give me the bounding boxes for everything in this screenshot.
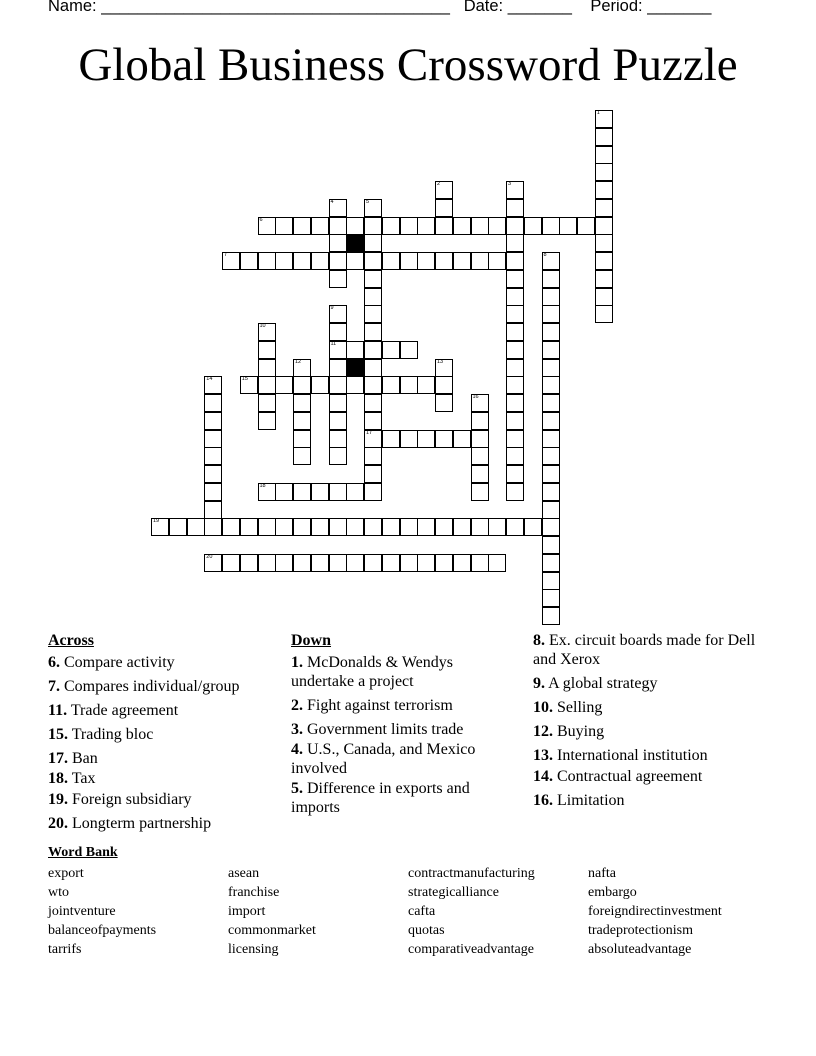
crossword-cell[interactable] xyxy=(329,217,347,235)
crossword-cell[interactable] xyxy=(329,234,347,252)
crossword-cell[interactable] xyxy=(453,252,471,270)
crossword-cell[interactable] xyxy=(542,376,560,394)
crossword-cell[interactable] xyxy=(506,465,524,483)
crossword-cell[interactable] xyxy=(311,483,329,501)
crossword-cell[interactable] xyxy=(151,518,169,536)
crossword-cell[interactable] xyxy=(524,518,542,536)
crossword-cell[interactable] xyxy=(293,483,311,501)
crossword-cell[interactable] xyxy=(204,465,222,483)
crossword-cell[interactable] xyxy=(506,359,524,377)
crossword-cell[interactable] xyxy=(542,252,560,270)
name-label: Name: xyxy=(48,0,97,15)
crossword-cell[interactable] xyxy=(293,430,311,448)
crossword-cell[interactable] xyxy=(258,341,276,359)
crossword-cell[interactable] xyxy=(595,163,613,181)
crossword-cell[interactable] xyxy=(506,288,524,306)
crossword-cell[interactable] xyxy=(435,181,453,199)
crossword-cell[interactable] xyxy=(453,554,471,572)
crossword-cell[interactable] xyxy=(471,430,489,448)
crossword-cell[interactable] xyxy=(258,412,276,430)
crossword-cell[interactable] xyxy=(559,217,577,235)
cell-number: 10 xyxy=(259,323,266,329)
crossword-cell[interactable] xyxy=(400,252,418,270)
crossword-cell[interactable] xyxy=(506,430,524,448)
crossword-cell[interactable] xyxy=(542,447,560,465)
crossword-cell[interactable] xyxy=(329,394,347,412)
crossword-cell[interactable] xyxy=(506,199,524,217)
crossword-cell[interactable] xyxy=(506,217,524,235)
cell-number: 19 xyxy=(153,518,160,525)
clue-across-6: 6. Compare activity xyxy=(48,654,175,671)
crossword-cell[interactable] xyxy=(240,554,258,572)
crossword-cell[interactable] xyxy=(400,554,418,572)
crossword-cell[interactable] xyxy=(258,359,276,377)
crossword-cell[interactable] xyxy=(275,376,293,394)
crossword-cell[interactable] xyxy=(329,376,347,394)
crossword-cell[interactable] xyxy=(506,518,524,536)
clue-down-2: 2. Fight against terrorism xyxy=(291,697,453,714)
black-square xyxy=(346,359,364,377)
crossword-cell[interactable] xyxy=(275,518,293,536)
crossword-cell[interactable] xyxy=(275,554,293,572)
crossword-cell[interactable] xyxy=(364,394,382,412)
across-clues xyxy=(48,631,278,838)
crossword-cell[interactable] xyxy=(364,341,382,359)
date-label: Date: xyxy=(463,0,504,15)
word-bank-col-1 xyxy=(48,864,156,959)
crossword-cell[interactable] xyxy=(453,518,471,536)
clue-down-9: 9. A global strategy xyxy=(533,675,658,692)
crossword-cell[interactable] xyxy=(435,430,453,448)
black-square xyxy=(346,234,364,252)
crossword-cell[interactable] xyxy=(577,217,595,235)
cell-number: 1 xyxy=(596,110,600,116)
crossword-cell[interactable] xyxy=(329,359,347,377)
word-bank-item: tarrifs xyxy=(48,942,82,957)
word-bank-item: jointventure xyxy=(48,904,116,919)
crossword-cell[interactable] xyxy=(595,305,613,323)
crossword-cell[interactable] xyxy=(417,554,435,572)
cell-number: 7 xyxy=(224,252,228,258)
crossword-cell[interactable] xyxy=(595,110,613,128)
clue-across-18: 18. Tax xyxy=(48,770,96,787)
cell-number: 4 xyxy=(330,198,334,205)
crossword-cell[interactable] xyxy=(382,518,400,536)
clue-down-16: 16. Limitation xyxy=(533,792,625,809)
crossword-cell[interactable] xyxy=(329,341,347,359)
date-blank[interactable]: _______ xyxy=(507,0,572,15)
crossword-cell[interactable] xyxy=(258,217,276,235)
cell-number: 5 xyxy=(366,198,370,205)
word-bank-item: cafta xyxy=(408,904,436,919)
crossword-cell[interactable] xyxy=(542,465,560,483)
crossword-cell[interactable] xyxy=(346,252,364,270)
cell-number: 14 xyxy=(206,376,213,383)
crossword-cell[interactable] xyxy=(258,323,276,341)
crossword-cell[interactable] xyxy=(542,217,560,235)
crossword-cell[interactable] xyxy=(293,554,311,572)
crossword-cell[interactable] xyxy=(417,518,435,536)
crossword-cell[interactable] xyxy=(258,518,276,536)
crossword-cell[interactable] xyxy=(240,252,258,270)
crossword-cell[interactable] xyxy=(435,518,453,536)
crossword-cell[interactable] xyxy=(488,217,506,235)
crossword-cell[interactable] xyxy=(204,412,222,430)
crossword-cell[interactable] xyxy=(382,217,400,235)
crossword-cell[interactable] xyxy=(222,554,240,572)
crossword-cell[interactable] xyxy=(417,430,435,448)
crossword-cell[interactable] xyxy=(240,376,258,394)
down-clues xyxy=(291,631,506,822)
crossword-cell[interactable] xyxy=(400,376,418,394)
crossword-cell[interactable] xyxy=(542,572,560,590)
word-bank-item: commonmarket xyxy=(228,923,316,938)
crossword-cell[interactable] xyxy=(364,447,382,465)
crossword-cell[interactable] xyxy=(542,430,560,448)
word-bank-item: strategicalliance xyxy=(408,885,499,900)
crossword-cell[interactable] xyxy=(506,447,524,465)
crossword-cell[interactable] xyxy=(382,430,400,448)
down-clues-continued xyxy=(533,631,773,815)
crossword-cell[interactable] xyxy=(364,412,382,430)
word-bank-item: balanceofpayments xyxy=(48,923,157,938)
crossword-cell[interactable] xyxy=(240,518,258,536)
crossword-cell[interactable] xyxy=(471,554,489,572)
cell-number: 11 xyxy=(330,340,337,347)
crossword-cell[interactable] xyxy=(471,252,489,270)
crossword-cell[interactable] xyxy=(400,430,418,448)
crossword-cell[interactable] xyxy=(275,252,293,270)
crossword-cell[interactable] xyxy=(595,199,613,217)
period-blank[interactable]: _______ xyxy=(647,0,712,15)
word-bank-col-4 xyxy=(588,864,722,959)
crossword-cell[interactable] xyxy=(275,483,293,501)
crossword-cell[interactable] xyxy=(382,554,400,572)
crossword-cell[interactable] xyxy=(506,394,524,412)
crossword-cell[interactable] xyxy=(542,394,560,412)
clue-across-17: 17. Ban xyxy=(48,750,98,767)
crossword-cell[interactable] xyxy=(471,465,489,483)
crossword-cell[interactable] xyxy=(471,447,489,465)
clue-down-3: 3. Government limits trade xyxy=(291,721,464,738)
crossword-cell[interactable] xyxy=(595,288,613,306)
crossword-cell[interactable] xyxy=(364,199,382,217)
crossword-cell[interactable] xyxy=(435,252,453,270)
crossword-cell[interactable] xyxy=(293,359,311,377)
clue-down-10: 10. Selling xyxy=(533,699,603,716)
crossword-cell[interactable] xyxy=(364,305,382,323)
cell-number: 9 xyxy=(330,305,334,312)
crossword-cell[interactable] xyxy=(400,217,418,235)
cell-number: 18 xyxy=(259,482,266,489)
crossword-cell[interactable] xyxy=(364,430,382,448)
clue-across-19: 19. Foreign subsidiary xyxy=(48,791,192,808)
crossword-cell[interactable] xyxy=(488,252,506,270)
cell-number: 8 xyxy=(543,252,547,258)
crossword-cell[interactable] xyxy=(595,270,613,288)
crossword-cell[interactable] xyxy=(435,199,453,217)
crossword-cell[interactable] xyxy=(435,554,453,572)
crossword-cell[interactable] xyxy=(488,554,506,572)
crossword-cell[interactable] xyxy=(346,376,364,394)
crossword-cell[interactable] xyxy=(542,305,560,323)
cell-number: 6 xyxy=(259,216,263,223)
clue-down-13: 13. International institution xyxy=(533,747,708,764)
crossword-cell[interactable] xyxy=(364,217,382,235)
word-bank-item: licensing xyxy=(228,942,279,957)
crossword-cell[interactable] xyxy=(595,252,613,270)
crossword-cell[interactable] xyxy=(453,217,471,235)
word-bank-item: quotas xyxy=(408,923,445,938)
crossword-cell[interactable] xyxy=(400,518,418,536)
crossword-cell[interactable] xyxy=(346,341,364,359)
crossword-cell[interactable] xyxy=(346,554,364,572)
down-heading: Down xyxy=(291,632,332,649)
crossword-cell[interactable] xyxy=(258,394,276,412)
crossword-cell[interactable] xyxy=(471,412,489,430)
page-title: Global Business Crossword Puzzle xyxy=(78,39,738,91)
crossword-cell[interactable] xyxy=(364,554,382,572)
crossword-cell[interactable] xyxy=(293,376,311,394)
crossword-cell[interactable] xyxy=(329,270,347,288)
crossword-cell[interactable] xyxy=(595,181,613,199)
crossword-cell[interactable] xyxy=(204,501,222,519)
crossword-cell[interactable] xyxy=(311,217,329,235)
word-bank-item: foreigndirectinvestment xyxy=(588,904,722,919)
crossword-cell[interactable] xyxy=(187,518,205,536)
crossword-cell[interactable] xyxy=(204,430,222,448)
crossword-cell[interactable] xyxy=(471,394,489,412)
word-bank-item: franchise xyxy=(228,885,280,900)
crossword-cell[interactable] xyxy=(595,217,613,235)
crossword-cell[interactable] xyxy=(435,217,453,235)
crossword-cell[interactable] xyxy=(506,234,524,252)
crossword-cell[interactable] xyxy=(595,234,613,252)
word-bank-col-2 xyxy=(228,864,316,959)
crossword-cell[interactable] xyxy=(329,412,347,430)
crossword-cell[interactable] xyxy=(506,270,524,288)
crossword-cell[interactable] xyxy=(346,217,364,235)
crossword-cell[interactable] xyxy=(417,252,435,270)
crossword-cell[interactable] xyxy=(506,376,524,394)
clue-down-4: 4. U.S., Canada, and Mexico involved xyxy=(291,741,476,777)
crossword-cell[interactable] xyxy=(542,288,560,306)
crossword-cell[interactable] xyxy=(329,199,347,217)
word-bank-item: contractmanufacturing xyxy=(408,866,535,881)
crossword-cell[interactable] xyxy=(204,554,222,572)
crossword-cell[interactable] xyxy=(595,146,613,164)
crossword-cell[interactable] xyxy=(204,394,222,412)
crossword-cell[interactable] xyxy=(293,412,311,430)
crossword-cell[interactable] xyxy=(204,483,222,501)
crossword-cell[interactable] xyxy=(506,483,524,501)
cell-number: 20 xyxy=(206,553,213,560)
crossword-cell[interactable] xyxy=(204,376,222,394)
crossword-cell[interactable] xyxy=(542,341,560,359)
crossword-cell[interactable] xyxy=(542,359,560,377)
clue-down-14: 14. Contractual agreement xyxy=(533,768,703,785)
crossword-cell[interactable] xyxy=(329,430,347,448)
word-bank-item: wto xyxy=(48,885,69,900)
crossword-cell[interactable] xyxy=(311,252,329,270)
crossword-cell[interactable] xyxy=(506,341,524,359)
clue-down-1: 1. McDonalds & Wendys undertake a project xyxy=(291,654,453,690)
crossword-cell[interactable] xyxy=(204,447,222,465)
crossword-cell[interactable] xyxy=(364,465,382,483)
crossword-cell[interactable] xyxy=(471,483,489,501)
cell-number: 16 xyxy=(472,394,479,400)
crossword-cell[interactable] xyxy=(364,252,382,270)
crossword-cell[interactable] xyxy=(311,376,329,394)
crossword-cell[interactable] xyxy=(417,376,435,394)
crossword-cell[interactable] xyxy=(595,128,613,146)
crossword-cell[interactable] xyxy=(542,323,560,341)
cell-number: 13 xyxy=(437,358,444,365)
clue-down-12: 12. Buying xyxy=(533,723,605,740)
crossword-cell[interactable] xyxy=(382,252,400,270)
crossword-cell[interactable] xyxy=(293,394,311,412)
crossword-cell[interactable] xyxy=(506,252,524,270)
crossword-cell[interactable] xyxy=(364,359,382,377)
crossword-cell[interactable] xyxy=(542,483,560,501)
crossword-cell[interactable] xyxy=(293,447,311,465)
crossword-cell[interactable] xyxy=(293,518,311,536)
crossword-cell[interactable] xyxy=(364,288,382,306)
word-bank-item: nafta xyxy=(588,866,616,881)
period-label: Period: xyxy=(590,0,643,15)
crossword-cell[interactable] xyxy=(435,376,453,394)
cell-number: 2 xyxy=(437,181,441,187)
crossword-cell[interactable] xyxy=(506,305,524,323)
word-bank-item: import xyxy=(228,904,266,919)
crossword-cell[interactable] xyxy=(542,607,560,625)
crossword-cell[interactable] xyxy=(364,270,382,288)
clue-across-15: 15. Trading bloc xyxy=(48,726,154,743)
word-bank-col-3 xyxy=(408,864,535,959)
crossword-cell[interactable] xyxy=(222,518,240,536)
crossword-cell[interactable] xyxy=(542,501,560,519)
crossword-cell[interactable] xyxy=(506,181,524,199)
crossword-cell[interactable] xyxy=(346,483,364,501)
clue-down-8: 8. Ex. circuit boards made for Dell and Xerox xyxy=(533,632,756,668)
clue-down-5: 5. Difference in exports and imports xyxy=(291,780,470,816)
crossword-cell[interactable] xyxy=(275,217,293,235)
crossword-cell[interactable] xyxy=(542,536,560,554)
crossword-cell[interactable] xyxy=(258,376,276,394)
crossword-cell[interactable] xyxy=(258,252,276,270)
crossword-cell[interactable] xyxy=(542,589,560,607)
crossword-cell[interactable] xyxy=(258,554,276,572)
crossword-cell[interactable] xyxy=(524,217,542,235)
crossword-cell[interactable] xyxy=(471,518,489,536)
crossword-cell[interactable] xyxy=(435,359,453,377)
crossword-cell[interactable] xyxy=(329,447,347,465)
crossword-cell[interactable] xyxy=(311,518,329,536)
cell-number: 17 xyxy=(366,429,373,436)
crossword-cell[interactable] xyxy=(506,412,524,430)
word-bank-item: comparativeadvantage xyxy=(408,942,534,957)
word-bank-item: export xyxy=(48,866,84,881)
crossword-cell[interactable] xyxy=(329,305,347,323)
crossword-cell[interactable] xyxy=(542,554,560,572)
crossword-cell[interactable] xyxy=(329,323,347,341)
clue-across-20: 20. Longterm partnership xyxy=(48,815,212,832)
word-bank-title: Word Bank xyxy=(48,845,118,860)
crossword-cell[interactable] xyxy=(364,518,382,536)
cell-number: 15 xyxy=(241,376,248,383)
crossword-cell[interactable] xyxy=(329,252,347,270)
crossword-cell[interactable] xyxy=(329,483,347,501)
crossword-cell[interactable] xyxy=(417,217,435,235)
name-blank[interactable]: ______________________________________ xyxy=(101,0,450,15)
crossword-cell[interactable] xyxy=(542,518,560,536)
crossword-cell[interactable] xyxy=(542,412,560,430)
across-heading: Across xyxy=(48,632,94,649)
clue-across-11: 11. Trade agreement xyxy=(48,702,179,719)
crossword-cell[interactable] xyxy=(488,518,506,536)
cell-number: 12 xyxy=(295,358,302,365)
crossword-cell[interactable] xyxy=(435,394,453,412)
crossword-cell[interactable] xyxy=(382,376,400,394)
crossword-cell[interactable] xyxy=(222,252,240,270)
crossword-cell[interactable] xyxy=(382,341,400,359)
crossword-cell[interactable] xyxy=(293,252,311,270)
crossword-cell[interactable] xyxy=(329,554,347,572)
crossword-cell[interactable] xyxy=(329,518,347,536)
crossword-cell[interactable] xyxy=(364,323,382,341)
crossword-cell[interactable] xyxy=(293,217,311,235)
crossword-cell[interactable] xyxy=(506,323,524,341)
crossword-cell[interactable] xyxy=(364,376,382,394)
cell-number: 3 xyxy=(508,181,512,187)
crossword-cell[interactable] xyxy=(453,430,471,448)
crossword-cell[interactable] xyxy=(169,518,187,536)
clue-across-7: 7. Compares individual/group xyxy=(48,678,240,695)
crossword-cell[interactable] xyxy=(364,483,382,501)
crossword-cell[interactable] xyxy=(311,554,329,572)
crossword-cell[interactable] xyxy=(346,518,364,536)
word-bank-item: asean xyxy=(228,866,260,881)
word-bank-item: tradeprotectionism xyxy=(588,923,693,938)
crossword-cell[interactable] xyxy=(400,341,418,359)
word-bank-item: absoluteadvantage xyxy=(588,942,692,957)
crossword-cell[interactable] xyxy=(364,234,382,252)
crossword-cell[interactable] xyxy=(204,518,222,536)
crossword-cell[interactable] xyxy=(542,270,560,288)
crossword-cell[interactable] xyxy=(471,217,489,235)
word-bank-item: embargo xyxy=(588,885,637,900)
crossword-cell[interactable] xyxy=(258,483,276,501)
